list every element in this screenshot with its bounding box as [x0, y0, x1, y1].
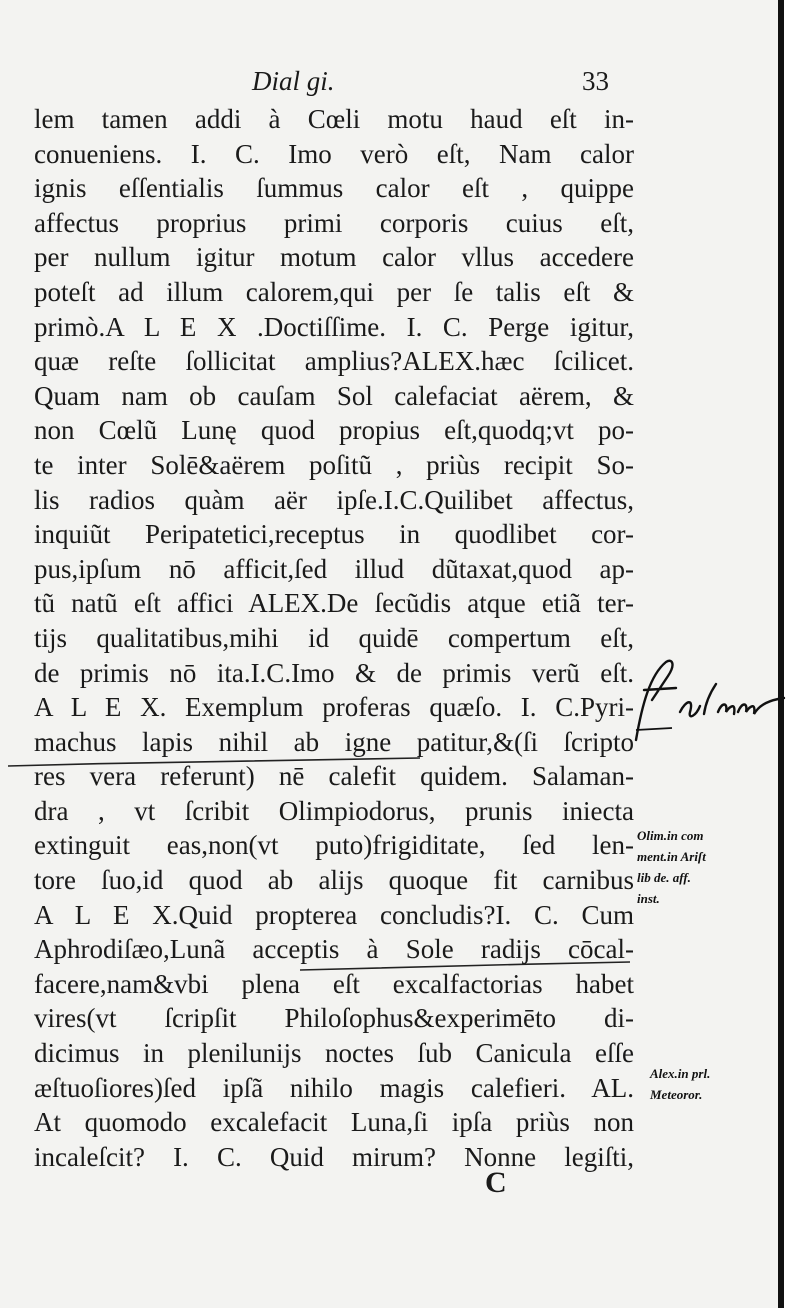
body-line: inquiũt Peripatetici,receptus in quodlibet cor-: [34, 519, 634, 550]
body-line: res vera referunt) nē calefit quidem. Salaman-: [34, 761, 634, 792]
body-line: primò.A L E X .Doctiſſime. I. C. Perge igitur,: [34, 311, 634, 342]
body-line: ignis eſſentialis ſummus calor eſt , quippe: [34, 173, 634, 204]
body-line: lis radios quàm aër ipſe.I.C.Quilibet affectus,: [34, 484, 634, 515]
body-line: pus,ipſum nō afficit,ſed illud dũtaxat,quod ap-: [34, 553, 634, 584]
body-line: Quam nam ob cauſam Sol calefaciat aërem, &: [34, 380, 634, 411]
body-line: quæ reſte ſollicitat amplius?ALEX.hæc ſcilicet.: [34, 346, 634, 377]
margin-note-olimpiodorus: [637, 825, 777, 909]
body-line: te inter Solē&aërem poſitũ , priùs recipit So-: [34, 449, 634, 480]
body-line: affectus proprius primi corporis cuius eſt,: [34, 207, 634, 238]
body-line: At quomodo excalefacit Luna,ſi ipſa priùs non: [34, 1107, 634, 1138]
margin-note-alex: [650, 1063, 775, 1105]
margin-note-line: Meteoror.: [650, 1087, 703, 1102]
margin-note-line: inst.: [637, 891, 660, 906]
body-text: [34, 102, 634, 1174]
body-line: tũ natũ eſt affici ALEX.De ſecũdis atque etiã ter-: [34, 588, 634, 619]
body-line: dicimus in plenilunijs noctes ſub Canicula eſſe: [34, 1038, 634, 1069]
page-edge-shadow: [778, 0, 784, 1308]
margin-note-line: ment.in Ariſt: [637, 849, 706, 864]
body-line: æſtuoſiores)ſed ipſã nihilo magis calefieri. AL.: [34, 1072, 634, 1103]
body-line: facere,nam&vbi plena eſt excalfactorias habet: [34, 968, 634, 999]
body-line: lem tamen addi à Cœli motu haud eſt in-: [34, 104, 634, 134]
page-header: [0, 66, 640, 106]
margin-note-line: Alex.in prl.: [650, 1066, 711, 1081]
body-line: extinguit eas,non(vt puto)frigiditate, ſed len-: [34, 830, 634, 861]
body-line: de primis nō ita.I.C.Imo & de primis verũ eſt.: [34, 657, 634, 688]
body-line: incaleſcit? I. C. Quid mirum? Nonne legiſti,: [34, 1141, 634, 1172]
body-line: dra , vt ſcribit Olimpiodorus, prunis iniecta: [34, 795, 634, 826]
body-line: non Cœlũ Lunę quod propius eſt,quodq;vt po-: [34, 415, 634, 446]
margin-note-line: lib de. aff.: [637, 870, 691, 885]
margin-note-line: Olim.in com: [637, 828, 704, 843]
body-line: vires(vt ſcripſit Philoſophus&experimēto di-: [34, 1003, 634, 1034]
body-line: per nullum igitur motum calor vllus accedere: [34, 242, 634, 273]
body-line: A L E X.Quid propterea concludis?I. C. Cum: [34, 899, 634, 930]
body-line: tijs qualitatibus,mihi id quidē compertum eſt,: [34, 622, 634, 653]
body-line: Aphrodiſæo,Lunã acceptis à Sole radijs cōcal-: [34, 934, 634, 965]
body-line: poteſt ad illum calorem,qui per ſe talis eſt &: [34, 276, 634, 307]
body-line: A L E X. Exemplum proferas quæſo. I. C.Pyri-: [34, 692, 634, 723]
body-line: machus lapis nihil ab igne patitur,&(ſi ſcripto: [34, 726, 634, 757]
body-line: conueniens. I. C. Imo verò eſt, Nam calor: [34, 138, 634, 169]
running-head: Dial gi.: [252, 66, 335, 96]
signature-mark: C: [485, 1166, 507, 1199]
body-line: tore ſuo,id quod ab alijs quoque fit carnibus: [34, 865, 634, 896]
page-number: 33: [582, 66, 609, 96]
